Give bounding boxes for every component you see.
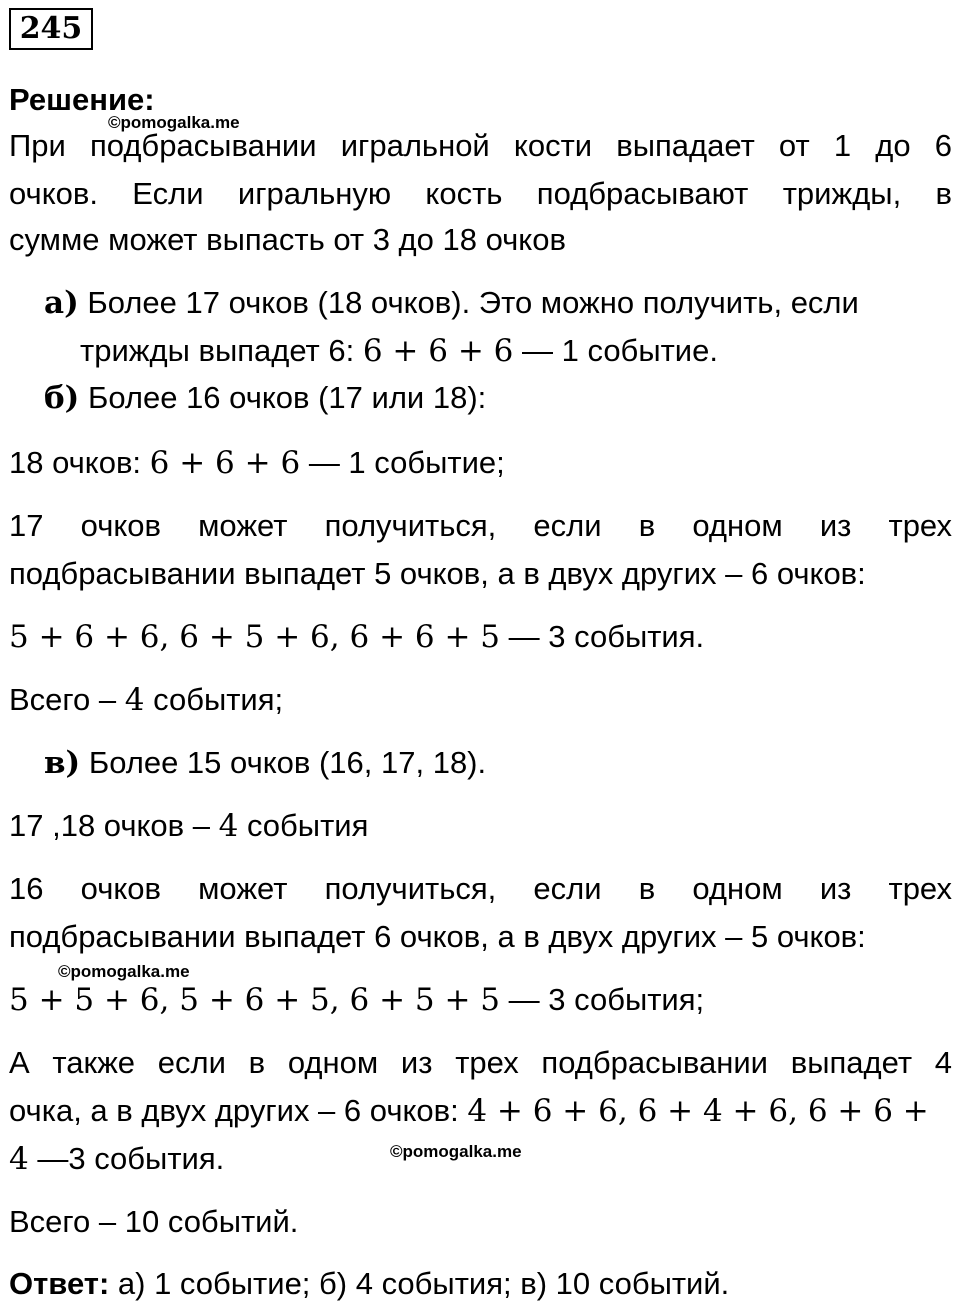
part-c-also-line-3 xyxy=(9,1139,224,1179)
part-a-text: Более 17 очков (18 очков). Это можно получить, если xyxy=(87,285,859,320)
part-c-1718-line xyxy=(9,806,368,846)
part-c-16-line-2: подбрасывании выпадет 6 очков, а в двух других – 5 очков: xyxy=(9,919,866,954)
watermark: ©pomogalka.me xyxy=(58,962,190,981)
part-b-line-1 xyxy=(44,378,486,418)
part-a-line-2 xyxy=(80,331,718,371)
part-b-18-tail: — 1 событие; xyxy=(300,445,505,480)
part-c-combos-tail: — 3 события; xyxy=(500,982,705,1017)
part-a-line-1 xyxy=(44,283,952,323)
part-b-18-text: 18 очков: xyxy=(9,445,150,480)
part-b-combos-tail: — 3 события. xyxy=(500,619,705,654)
watermark: ©pomogalka.me xyxy=(108,113,240,132)
part-c-also-line-1: А также если в одном из трех подбрасывании выпадет 4 xyxy=(9,1045,952,1080)
answer-line xyxy=(9,1264,729,1304)
part-a-line-2-math: 6 + 6 + 6 xyxy=(362,333,514,369)
part-c-also-line-3-math: 4 xyxy=(9,1141,29,1177)
part-b-combos-math: 5 + 6 + 6, 6 + 5 + 6, 6 + 6 + 5 xyxy=(9,619,501,655)
part-b-total xyxy=(9,680,283,720)
part-a-label: а) xyxy=(44,285,79,321)
watermark: ©pomogalka.me xyxy=(390,1142,522,1161)
part-c-also-line-3-tail: —3 события. xyxy=(28,1141,225,1176)
part-b-text: Более 16 очков (17 или 18): xyxy=(87,380,487,415)
part-b-18-math: 6 + 6 + 6 xyxy=(149,445,301,481)
part-b-total-text: Всего – xyxy=(9,682,125,717)
part-b-combos xyxy=(9,617,704,657)
part-c-1718-text: 17 ,18 очков – xyxy=(9,808,219,843)
part-c-also-line-2-math: 4 + 6 + 6, 6 + 4 + 6, 6 + 6 + xyxy=(467,1093,929,1129)
part-c-1718-tail: события xyxy=(238,808,369,843)
part-a-line-2-tail: — 1 событие. xyxy=(513,333,718,368)
part-b-total-tail: события; xyxy=(144,682,284,717)
part-c-label: в) xyxy=(44,745,81,781)
part-c-16-line-1: 16 очков может получиться, если в одном из трех xyxy=(9,871,952,906)
part-c-also-line-2-text: очка, а в двух других – 6 очков: xyxy=(9,1093,468,1128)
part-b-18-line xyxy=(9,443,505,483)
intro-line-3: сумме может выпасть от 3 до 18 очков xyxy=(9,222,566,257)
part-b-17-line-2: подбрасывании выпадет 5 очков, а в двух других – 6 очков: xyxy=(9,556,866,591)
intro-line-1: При подбрасывании игральной кости выпадает от 1 до 6 xyxy=(9,128,952,163)
part-b-17-line-1: 17 очков может получиться, если в одном из трех xyxy=(9,508,952,543)
problem-number: 245 xyxy=(9,8,93,50)
part-b-total-math: 4 xyxy=(124,682,145,718)
answer-label: Ответ: xyxy=(9,1266,110,1301)
part-c-1718-math: 4 xyxy=(218,808,239,844)
part-c-combos xyxy=(9,980,704,1020)
part-c-also-line-2 xyxy=(9,1091,929,1131)
intro-line-2: очков. Если игральную кость подбрасывают трижды, в xyxy=(9,176,952,211)
part-c-combos-math: 5 + 5 + 6, 5 + 6 + 5, 6 + 5 + 5 xyxy=(9,982,501,1018)
part-c-line-1 xyxy=(44,743,486,783)
answer-text: а) 1 событие; б) 4 события; в) 10 событий. xyxy=(109,1266,730,1301)
part-c-text: Более 15 очков (16, 17, 18). xyxy=(88,745,487,780)
part-c-total: Всего – 10 событий. xyxy=(9,1204,299,1239)
part-b-label: б) xyxy=(44,380,80,416)
part-a-line-2-text: трижды выпадет 6: xyxy=(80,333,363,368)
solution-heading: Решение: xyxy=(9,82,155,117)
